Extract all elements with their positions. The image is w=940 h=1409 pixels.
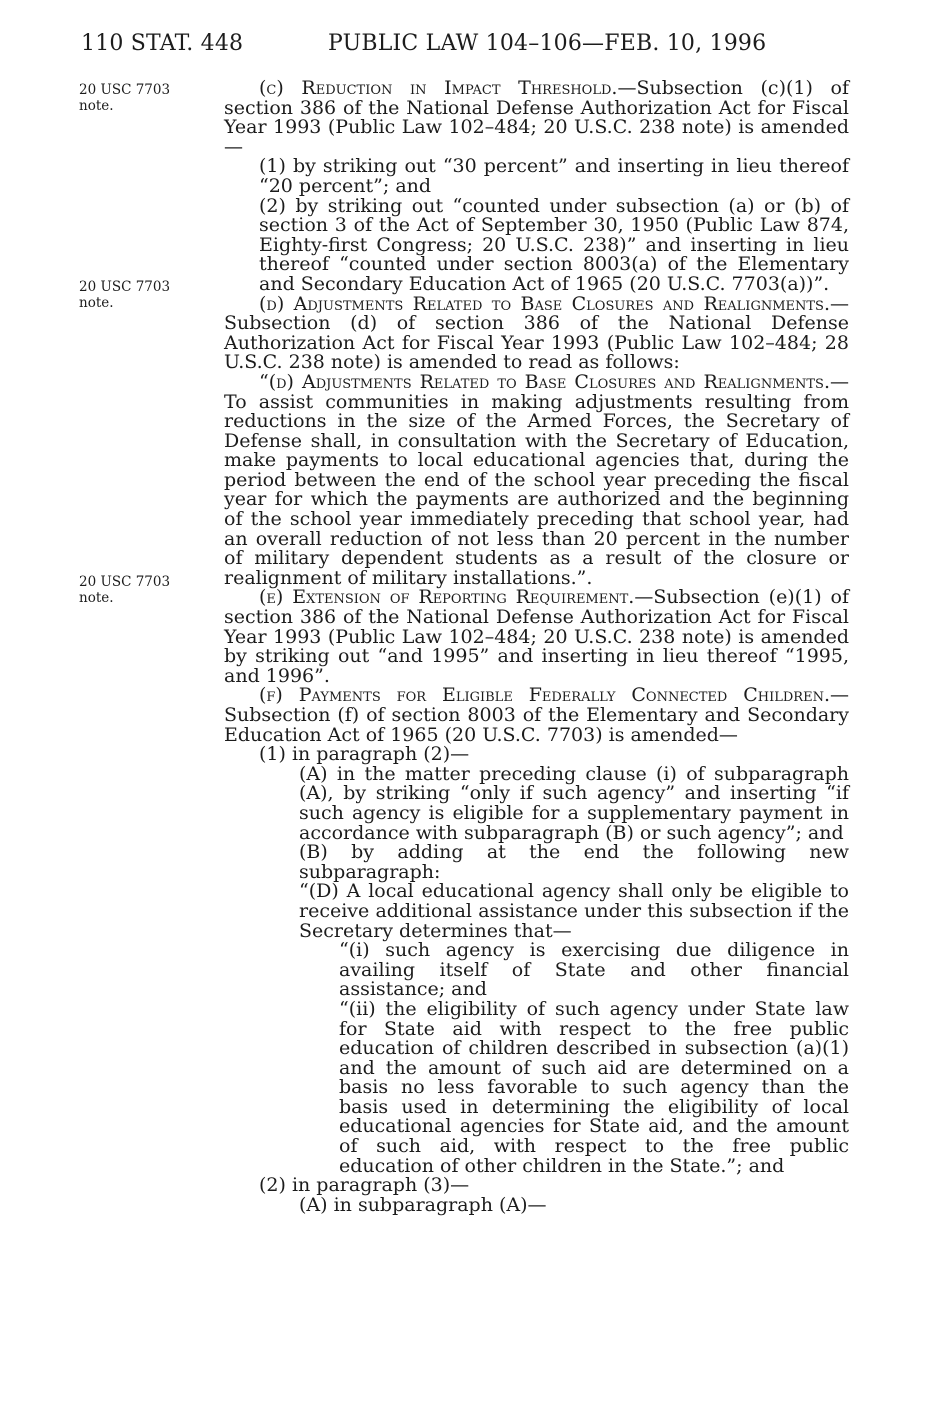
section-c (224, 79, 849, 157)
page-citation: 110 STAT. 448 (81, 31, 244, 56)
quoted-heading: “(d) Adjustments Related to Base Closures and Realignments. (259, 370, 830, 393)
clause-i: “(i) such agency is exercising due diligence in availing itself of State and other financial assistance; and (339, 939, 849, 1001)
section-heading: (d) Adjustments Related to Base Closures and Realignments. (259, 292, 830, 315)
paragraph-c-2: (2) by striking out “counted under subsection (a) or (b) of section 3 of the Act of September 30, 1950 (Public Law 874, Eighty-first Congress; 20 U.S.C. 238)” and inserting in lieu thereof “counted under section 8003(a) of the Elementary and Secondary Education Act of 1965 (20 U.S.C. 7703(a))”. (259, 194, 849, 295)
section-text: —Subsection (d) of section 386 of the National Defense Authorization Act for Fiscal Year 1993 (Public Law 102–484; 28 U.S.C. 238 note) is amended to read as follows: (224, 292, 849, 374)
section-heading: (e) Extension of Reporting Requirement. (259, 586, 635, 609)
margin-note (79, 279, 189, 311)
margin-note-citation: 20 USC 7703 (79, 279, 171, 295)
subparagraph-f-1-B: (B) by adding at the end the following new subparagraph: (299, 841, 849, 883)
quoted-text: —To assist communities in making adjustments resulting from reductions in the size of the Armed Forces, the Secretary of Defense shall, in consultation with the Secretary of Education, make payments to local educational agencies that, during the period between the end of the school year preceding the fiscal year for which the payments are authorized and the beginning of the school year immediately preceding that school year, had an overall reduction of not less than 20 percent in the number of military dependent students as a result of the closure or realignment of military installations.”. (224, 370, 849, 589)
margin-note-label: note. (79, 98, 114, 114)
running-header: PUBLIC LAW 104–106—FEB. 10, 1996 (328, 31, 767, 56)
paragraph-f-2: (2) in paragraph (3)— (259, 1174, 470, 1197)
paragraph-f-1: (1) in paragraph (2)— (259, 743, 470, 766)
margin-note-citation: 20 USC 7703 (79, 82, 171, 98)
section-text: —Subsection (c)(1) of section 386 of the National Defense Authorization Act for Fiscal Year 1993 (Public Law 102–484; 20 U.S.C. 238 note) is amended— (224, 77, 849, 158)
section-f (224, 686, 849, 745)
quoted-section-d (224, 370, 849, 589)
margin-note-citation: 20 USC 7703 (79, 574, 171, 590)
quoted-subparagraph-D: “(D) A local educational agency shall only be eligible to receive additional assistance under this subsection if the Secretary determines that— (299, 880, 849, 942)
section-d (224, 292, 849, 374)
subparagraph-f-1-A: (A) in the matter preceding clause (i) of subparagraph (A), by striking “only if such agency” and inserting “if such agency is eligible for a supplementary payment in accordance with subparagraph (B) or such agency”; and (299, 762, 849, 844)
section-heading: (c) Reduction in Impact Threshold. (259, 77, 618, 99)
subparagraph-f-2-A: (A) in subparagraph (A)— (299, 1193, 547, 1216)
margin-note (79, 82, 189, 114)
section-e (224, 588, 849, 686)
margin-note (79, 574, 189, 606)
section-text: —Subsection (f) of section 8003 of the Elementary and Secondary Education Act of 1965 (20 U.S.C. 7703) is amended— (224, 684, 849, 746)
law-text (224, 79, 849, 1215)
margin-note-label: note. (79, 295, 114, 311)
section-heading: (f) Payments for Eligible Federally Connected Children. (259, 684, 830, 707)
margin-note-label: note. (79, 590, 114, 606)
section-text: —Subsection (e)(1) of section 386 of the National Defense Authorization Act for Fiscal Year 1993 (Public Law 102–484; 20 U.S.C. 238 note) is amended by striking out “and 1995” and inserting in lieu thereof “1995, and 1996”. (224, 586, 849, 687)
paragraph-c-1: (1) by striking out “30 percent” and inserting in lieu thereof “20 percent”; and (259, 155, 849, 197)
clause-ii: “(ii) the eligibility of such agency under State law for State aid with respect to the free public education of children described in subsection (a)(1) and the amount of such aid are determined on a basis no less favorable to such agency than the basis used in determining the eligibility of local educational agencies for State aid, and the amount of such aid, with respect to the free public education of other children in the State.”; and (339, 997, 849, 1177)
